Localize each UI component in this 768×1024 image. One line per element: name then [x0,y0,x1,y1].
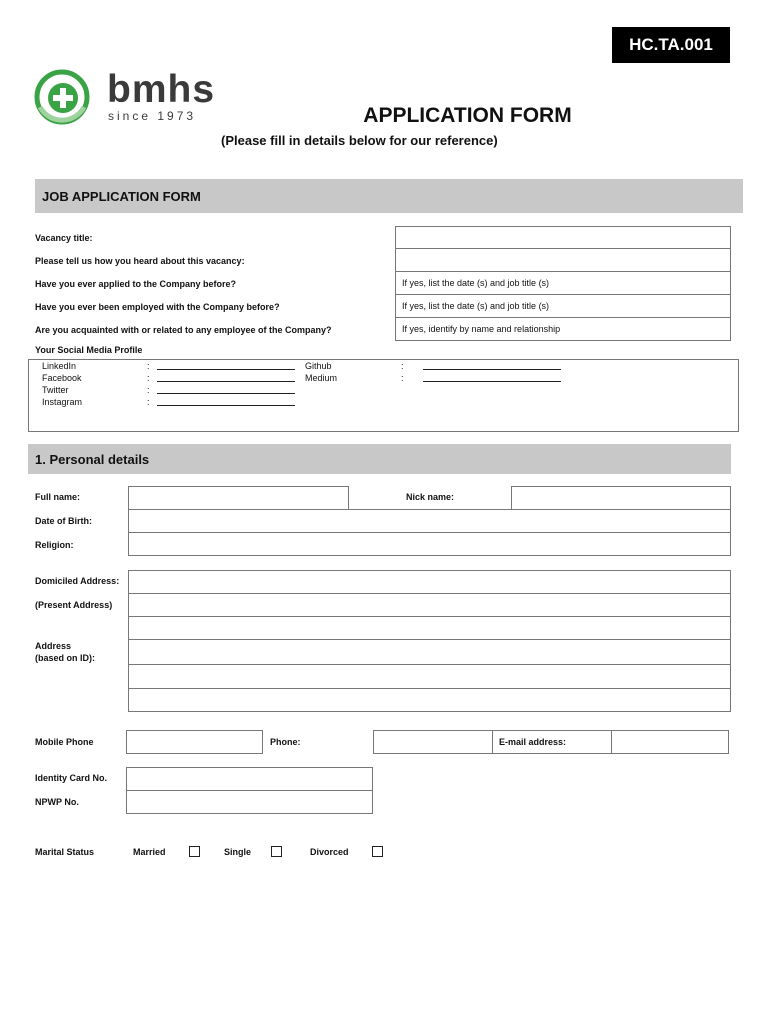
date-of-birth-input[interactable] [128,509,731,533]
instagram-label: Instagram [42,397,83,407]
logo-tagline: since 1973 [108,109,197,123]
religion-input[interactable] [128,532,731,556]
married-checkbox[interactable] [189,846,200,857]
mobile-phone-input[interactable] [126,730,263,754]
address-label: Address [35,641,72,651]
marital-status-label: Marital Status [35,847,95,857]
github-field[interactable] [423,369,561,370]
github-label: Github [305,361,332,371]
personal-section-heading: 1. Personal details [28,444,731,474]
npwp-label: NPWP No. [35,797,79,807]
acquainted-label: Are you acquainted with or related to any employee of the Company? [35,325,332,335]
phone-input[interactable] [373,730,493,754]
colon-separator: : [147,385,150,395]
married-label: Married [133,847,166,857]
instagram-field[interactable] [157,405,295,406]
phone-label: Phone: [270,737,301,747]
present-address-label: (Present Address) [35,600,113,610]
domiciled-address-label: Domiciled Address: [35,576,120,586]
identity-card-input[interactable] [126,767,373,791]
applied-before-hint: If yes, list the date (s) and job title (s) [402,278,550,288]
employed-before-hint: If yes, list the date (s) and job title (s) [402,301,550,311]
colon-separator: : [147,397,150,407]
social-media-heading: Your Social Media Profile [35,345,143,355]
colon-separator: : [147,361,150,371]
address-id-label: (based on ID): [35,653,95,663]
nick-name-input[interactable] [511,486,731,510]
acquainted-hint: If yes, identify by name and relationship [402,324,561,334]
social-media-box [28,359,739,432]
document-code: HC.TA.001 [612,27,730,63]
applied-before-input[interactable] [395,271,731,295]
job-section-heading: JOB APPLICATION FORM [35,179,743,213]
single-label: Single [224,847,252,857]
vacancy-title-input[interactable] [395,226,731,249]
facebook-label: Facebook [42,373,82,383]
employed-before-input[interactable] [395,294,731,318]
page-title: APPLICATION FORM [363,104,572,127]
twitter-label: Twitter [42,385,69,395]
linkedin-label: LinkedIn [42,361,77,371]
id-address-line-2[interactable] [128,664,731,689]
twitter-field[interactable] [157,393,295,394]
vacancy-title-label: Vacancy title: [35,233,93,243]
domiciled-address-line-3[interactable] [128,616,731,640]
date-of-birth-label: Date of Birth: [35,516,92,526]
npwp-input[interactable] [126,790,373,814]
identity-card-label: Identity Card No. [35,773,108,783]
acquainted-input[interactable] [395,317,731,341]
email-input[interactable] [611,730,729,754]
full-name-label: Full name: [35,492,81,502]
email-label: E-mail address: [499,737,567,747]
page-subtitle: (Please fill in details below for our reference) [221,133,498,148]
divorced-label: Divorced [310,847,349,857]
linkedin-field[interactable] [157,369,295,370]
colon-separator: : [401,373,404,383]
divorced-checkbox[interactable] [372,846,383,857]
email-label-cell [492,730,612,754]
full-name-input[interactable] [128,486,349,510]
facebook-field[interactable] [157,381,295,382]
logo-wordmark: bmhs [107,68,216,111]
heard-about-label: Please tell us how you heard about this vacancy: [35,256,245,266]
colon-separator: : [401,361,404,371]
employed-before-label: Have you ever been employed with the Company before? [35,302,280,312]
id-address-line-1[interactable] [128,639,731,665]
medium-field[interactable] [423,381,561,382]
applied-before-label: Have you ever applied to the Company before? [35,279,237,289]
id-address-line-3[interactable] [128,688,731,712]
medium-label: Medium [305,373,338,383]
domiciled-address-line-2[interactable] [128,593,731,617]
colon-separator: : [147,373,150,383]
single-checkbox[interactable] [271,846,282,857]
domiciled-address-line-1[interactable] [128,570,731,594]
nick-name-label: Nick name: [406,492,455,502]
heard-about-input[interactable] [395,248,731,272]
mobile-phone-label: Mobile Phone [35,737,94,747]
religion-label: Religion: [35,540,74,550]
